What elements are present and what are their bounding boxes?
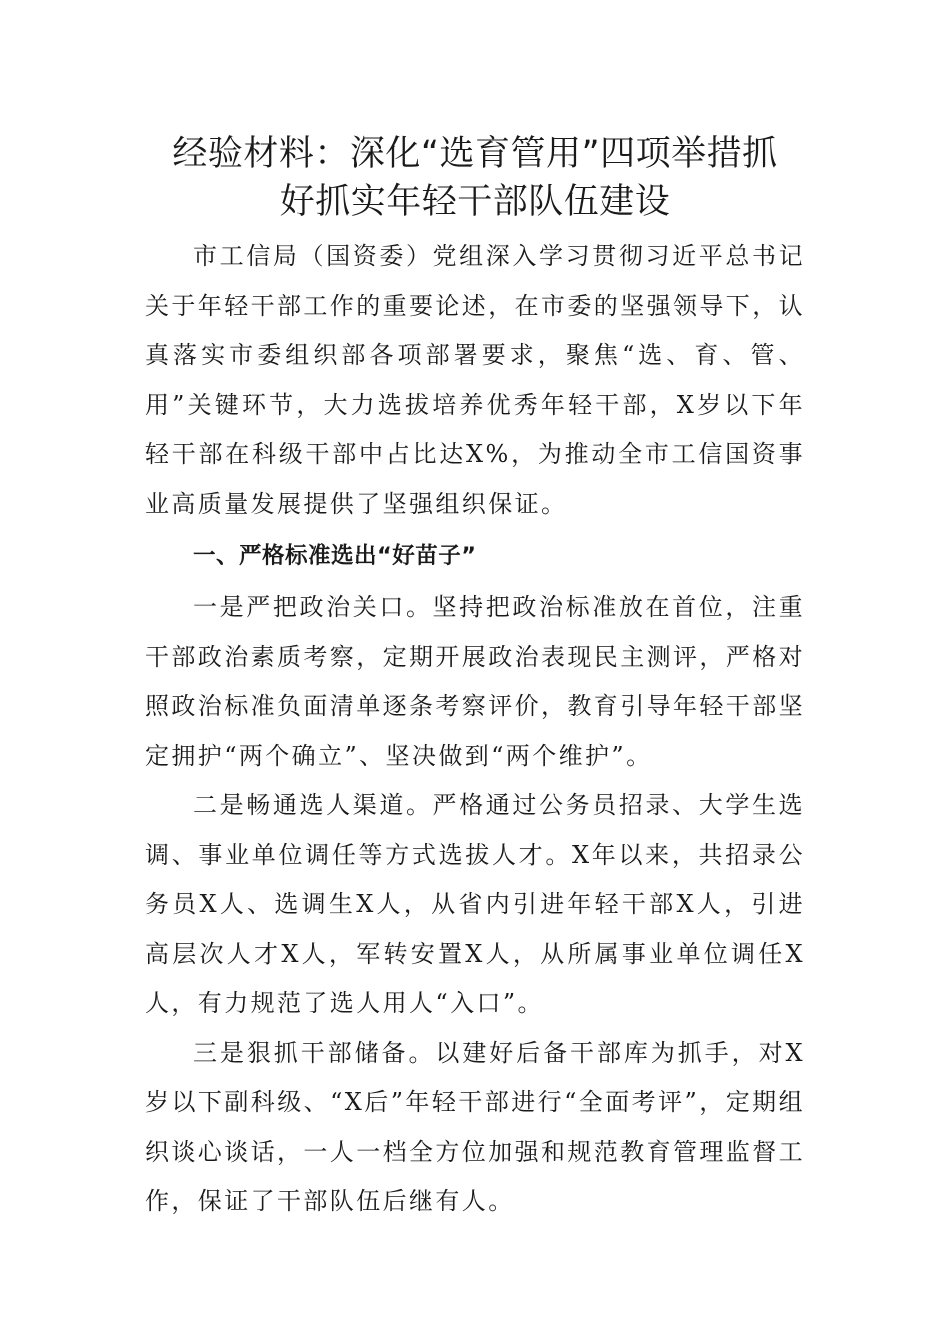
intro-paragraph: 市工信局（国资委）党组深入学习贯彻习近平总书记关于年轻干部工作的重要论述，在市委的坚强领导下，认真落实市委组织部各项部署要求，聚焦“选、育、管、用”关键环节，大力选拔培养优秀年轻干部，X岁以下年轻干部在科级干部中占比达X%，为推动全市工信国资事业高质量发展提供了坚强组织保证。 [145,242,805,518]
section-1-paragraph-1: 一是严把政治关口。坚持把政治标准放在首位，注重干部政治素质考察，定期开展政治表现民主测评，严格对照政治标准负面清单逐条考察评价，教育引导年轻干部坚定拥护“两个确立”、坚决做到“两个维护”。 [145,593,805,770]
section-1-heading: 一、严格标准选出“好苗子” [193,543,477,569]
document-body [145,232,805,1227]
title-line-2: 好抓实年轻干部队伍建设 [279,182,671,222]
section-1-paragraph-3: 三是狠抓干部储备。以建好后备干部库为抓手，对X岁以下副科级、“X后”年轻干部进行“全面考评”，定期组织谈心谈话，一人一档全方位加强和规范教育管理监督工作，保证了干部队伍后继有人。 [145,1038,805,1215]
document-page [145,130,805,1227]
title-line-1: 经验材料：深化“选育管用”四项举措抓 [172,134,778,174]
section-1-paragraph-2: 二是畅通选人渠道。严格通过公务员招录、大学生选调、事业单位调任等方式选拔人才。X年以来，共招录公务员X人、选调生X人，从省内引进年轻干部X人，引进高层次人才X人，军转安置X人，从所属事业单位调任X人，有力规范了选人用人“入口”。 [145,791,805,1017]
document-title [145,130,805,226]
